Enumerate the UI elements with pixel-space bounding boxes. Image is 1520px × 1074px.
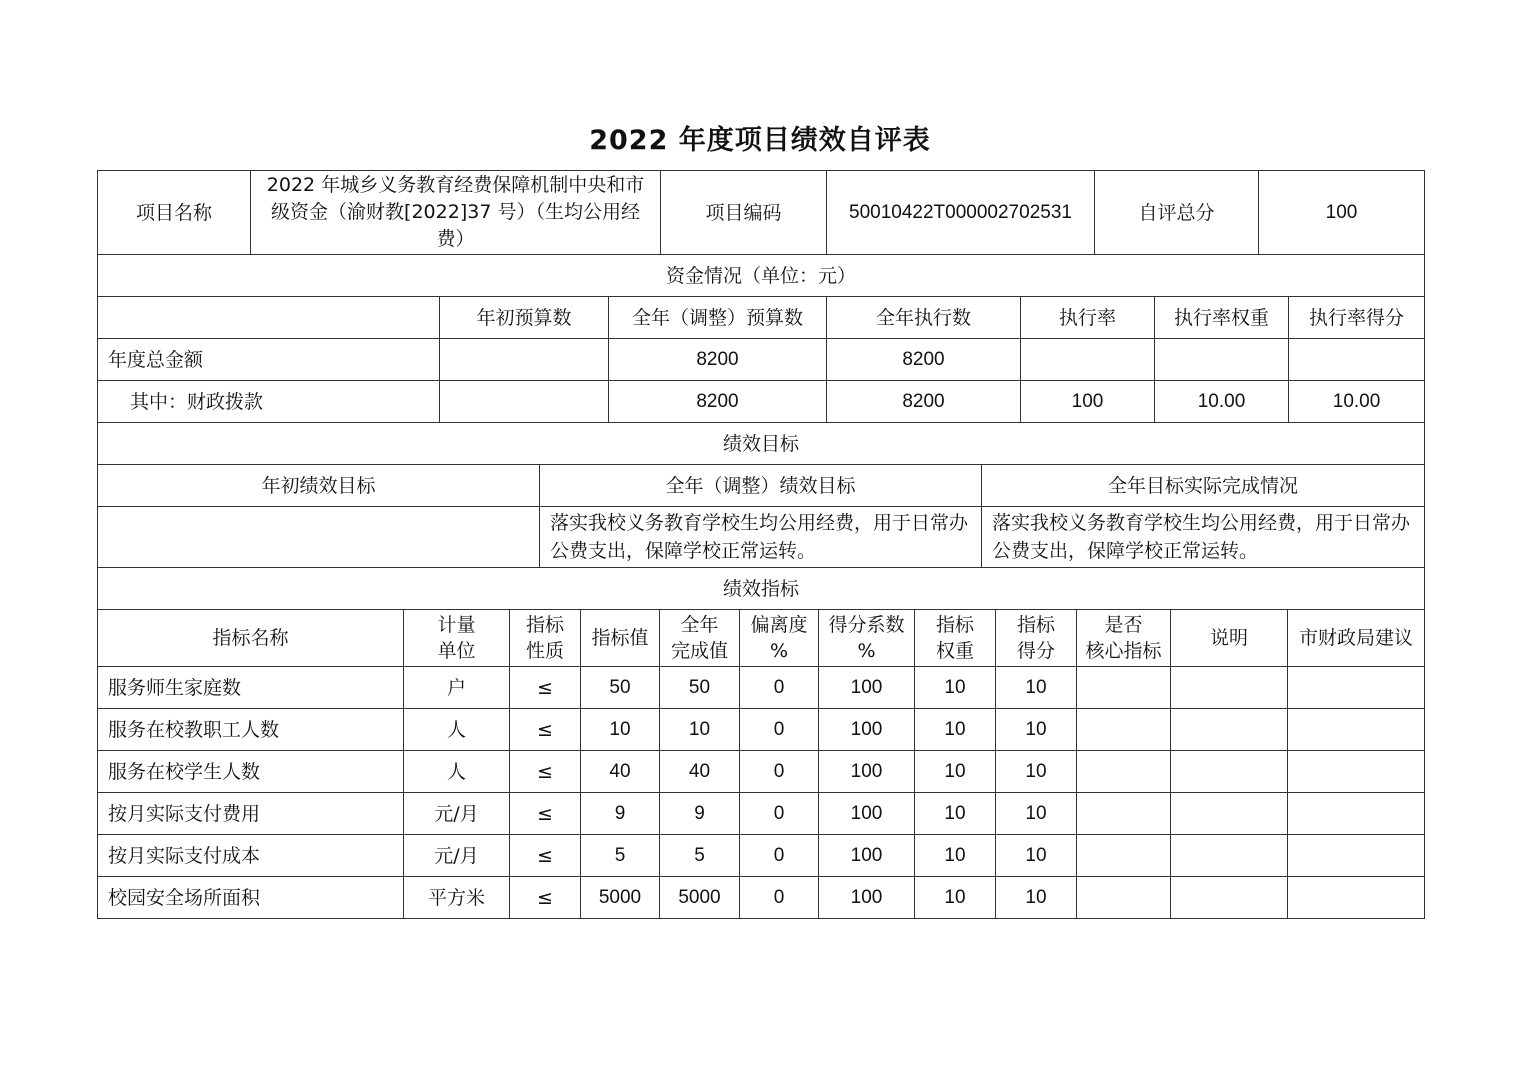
self-score-label: 自评总分 bbox=[1095, 171, 1259, 255]
indicator-coef: 100 bbox=[819, 667, 915, 709]
funds-section-title: 资金情况（单位：元） bbox=[98, 255, 1425, 297]
indicator-nature: ≤ bbox=[510, 751, 581, 793]
goals-col-adjusted: 全年（调整）绩效目标 bbox=[540, 465, 982, 507]
indicator-unit: 元/月 bbox=[404, 835, 510, 877]
indicator-nature: ≤ bbox=[510, 793, 581, 835]
funds-col-adjusted: 全年（调整）预算数 bbox=[609, 297, 827, 339]
goals-section-title: 绩效目标 bbox=[98, 423, 1425, 465]
indicator-deviation: 0 bbox=[740, 751, 819, 793]
ind-col-coef: 得分系数 % bbox=[819, 610, 915, 667]
indicator-weight: 10 bbox=[915, 751, 996, 793]
funds-row bbox=[98, 339, 1425, 381]
indicator-score: 10 bbox=[996, 667, 1077, 709]
indicator-note bbox=[1171, 877, 1288, 919]
indicator-actual: 40 bbox=[660, 751, 740, 793]
funds-row bbox=[98, 381, 1425, 423]
indicator-name: 服务师生家庭数 bbox=[98, 667, 404, 709]
funds-executed: 8200 bbox=[827, 381, 1021, 423]
indicator-unit: 户 bbox=[404, 667, 510, 709]
funds-col-executed: 全年执行数 bbox=[827, 297, 1021, 339]
indicator-weight: 10 bbox=[915, 835, 996, 877]
funds-rate-score bbox=[1289, 339, 1425, 381]
funds-col-rate: 执行率 bbox=[1021, 297, 1155, 339]
goal-adjusted-text: 落实我校义务教育学校生均公用经费，用于日常办公费支出，保障学校正常运转。 bbox=[540, 507, 982, 568]
indicator-score: 10 bbox=[996, 751, 1077, 793]
indicators-body bbox=[98, 667, 1425, 919]
funds-row-name: 年度总金额 bbox=[98, 339, 440, 381]
indicator-nature: ≤ bbox=[510, 667, 581, 709]
indicator-row bbox=[98, 835, 1425, 877]
indicator-row bbox=[98, 877, 1425, 919]
indicator-target: 5000 bbox=[581, 877, 660, 919]
indicator-name: 按月实际支付费用 bbox=[98, 793, 404, 835]
funds-table bbox=[97, 254, 1425, 423]
indicator-score: 10 bbox=[996, 835, 1077, 877]
indicator-unit: 平方米 bbox=[404, 877, 510, 919]
indicator-deviation: 0 bbox=[740, 793, 819, 835]
indicator-core bbox=[1077, 709, 1171, 751]
ind-col-nature: 指标 性质 bbox=[510, 610, 581, 667]
indicator-weight: 10 bbox=[915, 877, 996, 919]
indicator-core bbox=[1077, 835, 1171, 877]
indicator-advice bbox=[1288, 835, 1425, 877]
indicator-name: 按月实际支付成本 bbox=[98, 835, 404, 877]
ind-col-core: 是否 核心指标 bbox=[1077, 610, 1171, 667]
indicator-core bbox=[1077, 667, 1171, 709]
header-table bbox=[97, 170, 1425, 255]
indicator-actual: 5000 bbox=[660, 877, 740, 919]
goals-col-actual: 全年目标实际完成情况 bbox=[982, 465, 1425, 507]
ind-col-unit: 计量 单位 bbox=[404, 610, 510, 667]
funds-executed: 8200 bbox=[827, 339, 1021, 381]
indicator-advice bbox=[1288, 877, 1425, 919]
indicator-nature: ≤ bbox=[510, 835, 581, 877]
funds-rate-weight bbox=[1155, 339, 1289, 381]
indicator-deviation: 0 bbox=[740, 709, 819, 751]
funds-adjusted-budget: 8200 bbox=[609, 339, 827, 381]
indicator-unit: 人 bbox=[404, 751, 510, 793]
funds-initial-budget bbox=[440, 339, 609, 381]
indicator-advice bbox=[1288, 667, 1425, 709]
funds-rate-score: 10.00 bbox=[1289, 381, 1425, 423]
ind-col-deviation: 偏离度 % bbox=[740, 610, 819, 667]
indicator-coef: 100 bbox=[819, 835, 915, 877]
goal-actual-text: 落实我校义务教育学校生均公用经费，用于日常办公费支出，保障学校正常运转。 bbox=[982, 507, 1425, 568]
goals-table bbox=[97, 422, 1425, 568]
indicator-row bbox=[98, 709, 1425, 751]
indicator-actual: 50 bbox=[660, 667, 740, 709]
ind-col-target: 指标值 bbox=[581, 610, 660, 667]
funds-col-rate-score: 执行率得分 bbox=[1289, 297, 1425, 339]
indicator-score: 10 bbox=[996, 709, 1077, 751]
indicator-target: 10 bbox=[581, 709, 660, 751]
indicator-coef: 100 bbox=[819, 751, 915, 793]
indicator-deviation: 0 bbox=[740, 877, 819, 919]
indicator-weight: 10 bbox=[915, 709, 996, 751]
indicator-note bbox=[1171, 709, 1288, 751]
project-name-label: 项目名称 bbox=[98, 171, 251, 255]
indicator-target: 9 bbox=[581, 793, 660, 835]
page-title: 2022 年度项目绩效自评表 bbox=[589, 125, 931, 156]
indicator-name: 服务在校学生人数 bbox=[98, 751, 404, 793]
indicator-note bbox=[1171, 793, 1288, 835]
indicator-core bbox=[1077, 793, 1171, 835]
funds-rate: 100 bbox=[1021, 381, 1155, 423]
indicator-target: 5 bbox=[581, 835, 660, 877]
indicator-core bbox=[1077, 751, 1171, 793]
indicator-advice bbox=[1288, 751, 1425, 793]
indicator-coef: 100 bbox=[819, 709, 915, 751]
indicator-advice bbox=[1288, 793, 1425, 835]
indicators-table bbox=[97, 567, 1425, 919]
funds-col-blank bbox=[98, 297, 440, 339]
funds-rate-weight: 10.00 bbox=[1155, 381, 1289, 423]
indicator-name: 服务在校教职工人数 bbox=[98, 709, 404, 751]
indicator-row bbox=[98, 793, 1425, 835]
indicator-actual: 9 bbox=[660, 793, 740, 835]
indicator-core bbox=[1077, 877, 1171, 919]
indicator-score: 10 bbox=[996, 793, 1077, 835]
indicator-advice bbox=[1288, 709, 1425, 751]
ind-col-name: 指标名称 bbox=[98, 610, 404, 667]
indicator-actual: 5 bbox=[660, 835, 740, 877]
indicator-coef: 100 bbox=[819, 793, 915, 835]
ind-col-score: 指标 得分 bbox=[996, 610, 1077, 667]
funds-adjusted-budget: 8200 bbox=[609, 381, 827, 423]
indicator-unit: 人 bbox=[404, 709, 510, 751]
indicator-name: 校园安全场所面积 bbox=[98, 877, 404, 919]
funds-col-rate-weight: 执行率权重 bbox=[1155, 297, 1289, 339]
indicator-target: 50 bbox=[581, 667, 660, 709]
funds-initial-budget bbox=[440, 381, 609, 423]
indicator-nature: ≤ bbox=[510, 877, 581, 919]
indicator-nature: ≤ bbox=[510, 709, 581, 751]
project-name-value: 2022 年城乡义务教育经费保障机制中央和市级资金（渝财教[2022]37 号）（生均公用经费） bbox=[251, 171, 661, 255]
indicator-score: 10 bbox=[996, 877, 1077, 919]
indicator-row bbox=[98, 751, 1425, 793]
ind-col-weight: 指标 权重 bbox=[915, 610, 996, 667]
indicator-note bbox=[1171, 835, 1288, 877]
funds-row-name: 其中：财政拨款 bbox=[98, 381, 440, 423]
funds-rate bbox=[1021, 339, 1155, 381]
indicators-section-title: 绩效指标 bbox=[98, 568, 1425, 610]
indicator-note bbox=[1171, 751, 1288, 793]
indicator-row bbox=[98, 667, 1425, 709]
indicator-weight: 10 bbox=[915, 667, 996, 709]
self-score-value: 100 bbox=[1259, 171, 1425, 255]
project-code-value: 50010422T000002702531 bbox=[827, 171, 1095, 255]
indicator-note bbox=[1171, 667, 1288, 709]
indicator-unit: 元/月 bbox=[404, 793, 510, 835]
project-code-label: 项目编码 bbox=[661, 171, 827, 255]
indicator-deviation: 0 bbox=[740, 835, 819, 877]
evaluation-sheet bbox=[97, 170, 1424, 919]
ind-col-note: 说明 bbox=[1171, 610, 1288, 667]
indicator-target: 40 bbox=[581, 751, 660, 793]
indicator-deviation: 0 bbox=[740, 667, 819, 709]
funds-col-initial: 年初预算数 bbox=[440, 297, 609, 339]
indicator-coef: 100 bbox=[819, 877, 915, 919]
ind-col-advice: 市财政局建议 bbox=[1288, 610, 1425, 667]
goal-initial-text bbox=[98, 507, 540, 568]
goals-col-initial: 年初绩效目标 bbox=[98, 465, 540, 507]
indicator-weight: 10 bbox=[915, 793, 996, 835]
indicator-actual: 10 bbox=[660, 709, 740, 751]
ind-col-actual: 全年 完成值 bbox=[660, 610, 740, 667]
